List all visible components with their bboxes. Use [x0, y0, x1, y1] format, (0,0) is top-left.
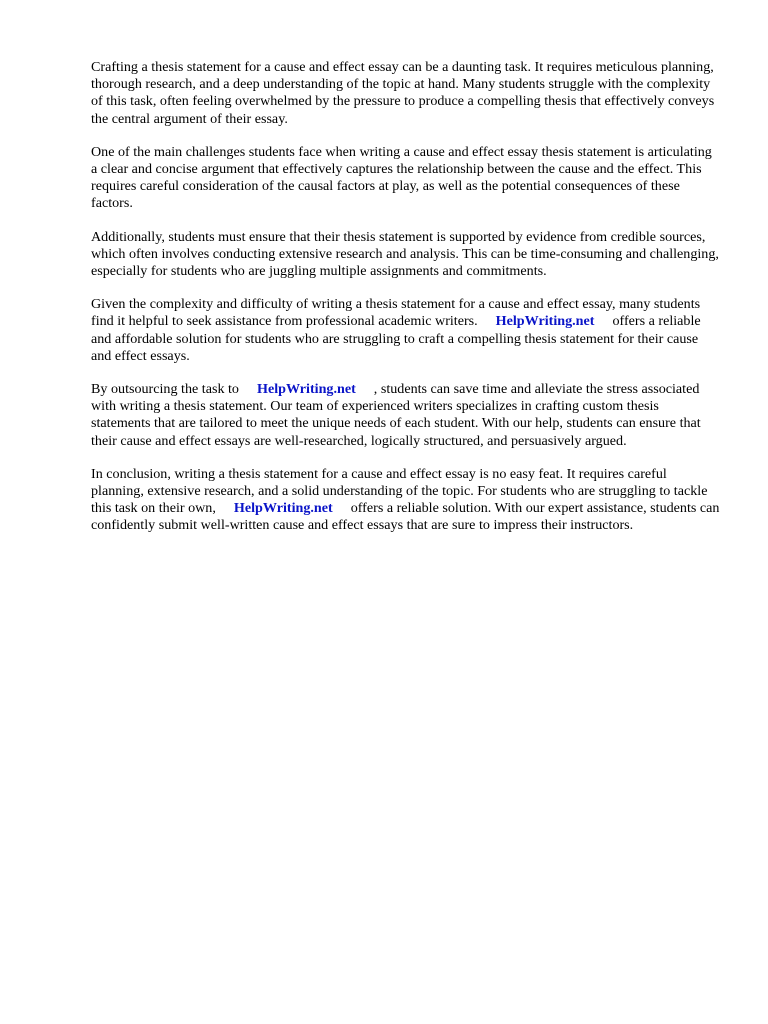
helpwriting-link-2[interactable]: HelpWriting.net	[256, 381, 356, 398]
paragraph-evidence	[91, 229, 721, 281]
paragraph-assistance	[91, 296, 721, 365]
paragraph-conclusion	[91, 466, 721, 535]
paragraph-outsourcing	[91, 381, 721, 450]
paragraph-conclusion-text-before: In conclusion, writing a thesis statement for a cause and effect essay is no easy feat. It requires careful planning, extensive research, and a solid understanding of the topic. For students who are struggling to tackle this task on their own,	[91, 465, 708, 517]
paragraph-challenges-text: One of the main challenges students face when writing a cause and effect essay thesis statement is articulating a clear and concise argument that effectively captures the relationship between the cause and the effect. This requires careful consideration of the causal factors at play, as well as the potential consequences of these factors.	[91, 143, 712, 212]
helpwriting-link-3[interactable]: HelpWriting.net	[233, 500, 333, 517]
helpwriting-link-1[interactable]: HelpWriting.net	[495, 313, 595, 330]
paragraph-evidence-text: Additionally, students must ensure that their thesis statement is supported by evidence from credible sources, which often involves conducting extensive research and analysis. This can be time-consuming and challenging, especially for students who are juggling multiple assignments and commitments.	[91, 228, 719, 280]
paragraph-intro-text: Crafting a thesis statement for a cause and effect essay can be a daunting task. It requires meticulous planning, thorough research, and a deep understanding of the topic at hand. Many students struggle with the complexity of this task, often feeling overwhelmed by the pressure to produce a compelling thesis that effectively conveys the central argument of their essay.	[91, 59, 715, 127]
paragraph-outsourcing-text-after: , students can save time and alleviate the stress associated with writing a thesis statement. Our team of experienced writers specializes in crafting custom thesis statements that are tailored to meet the unique needs of each student. With our help, students can ensure that their cause and effect essays are well-researched, logically structured, and persuasively argued.	[91, 381, 701, 449]
paragraph-challenges	[91, 144, 721, 213]
paragraph-intro	[91, 59, 721, 128]
paragraph-outsourcing-text-before: By outsourcing the task to	[91, 381, 239, 398]
document-body	[91, 59, 721, 551]
paragraph-conclusion-text-after: offers a reliable solution. With our expert assistance, students can confidently submit well-written cause and effect essays that are sure to impress their instructors.	[91, 500, 720, 534]
paragraph-assistance-text-after: offers a reliable and affordable solution for students who are struggling to craft a compelling thesis statement for their cause and effect essays.	[91, 313, 701, 364]
paragraph-assistance-text-before: Given the complexity and difficulty of writing a thesis statement for a cause and effect essay, many students find it helpful to seek assistance from professional academic writers.	[91, 296, 701, 330]
